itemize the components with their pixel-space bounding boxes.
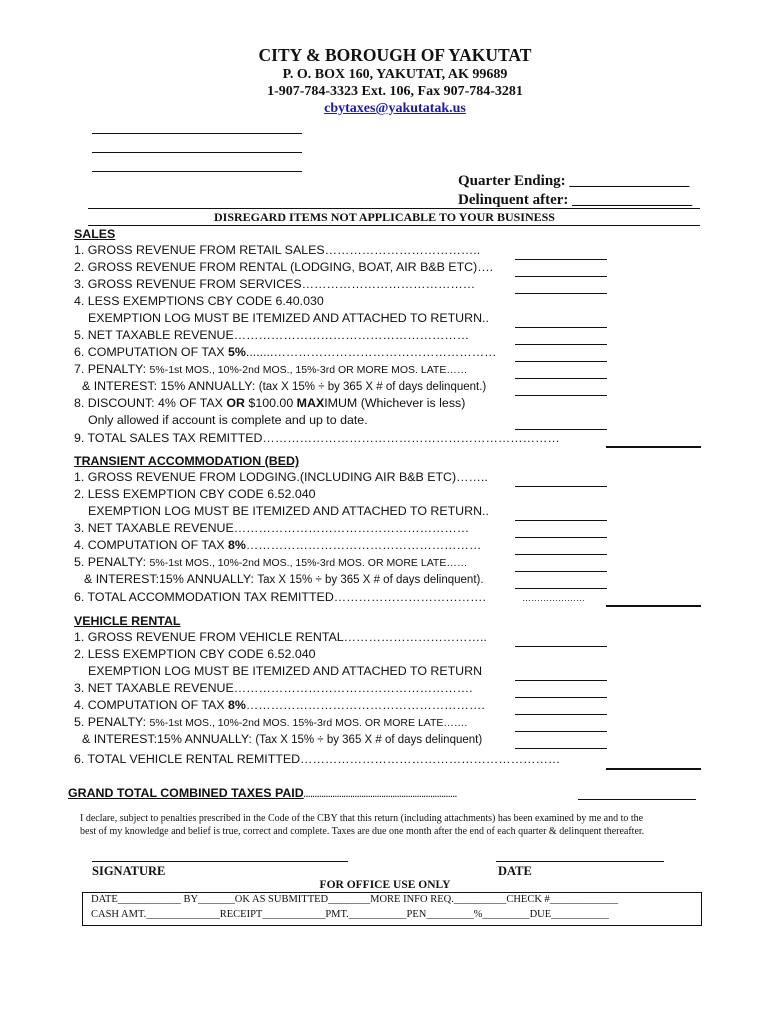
vehicle-net-taxable-field[interactable]	[515, 697, 607, 698]
sales-line-8-note: Only allowed if account is complete and up to date.	[88, 413, 368, 427]
sales-discount-field[interactable]	[515, 429, 607, 430]
sales-exemptions-field[interactable]	[515, 327, 607, 328]
email-link[interactable]: cbytaxes@yakutatak.us	[324, 101, 466, 116]
transient-penalty-field[interactable]	[515, 571, 607, 572]
vehicle-line-6: 6. TOTAL VEHICLE RENTAL REMITTED………………………………………………………	[74, 752, 561, 766]
transient-line-4: 4. COMPUTATION OF TAX 8%…………………………………………………	[74, 538, 482, 552]
sales-services-field[interactable]	[515, 293, 607, 294]
org-address: P. O. BOX 160, YAKUTAT, AK 99689	[282, 67, 508, 82]
sales-heading: SALES	[74, 227, 116, 241]
transient-line-3: 3. NET TAXABLE REVENUE…………………………………………………	[74, 521, 470, 535]
divider	[88, 225, 700, 226]
vehicle-line-2-note: EXEMPTION LOG MUST BE ITEMIZED AND ATTACHED TO RETURN	[88, 664, 483, 678]
vehicle-line-5: 5. PENALTY: 5%-1st MOS., 10%-2nd MOS. 15%-3rd MOS. OR MORE LATE…….	[74, 715, 468, 729]
sales-line-8: 8. DISCOUNT: 4% OF TAX OR $100.00 MAXIMUM (Whichever is less)	[74, 396, 466, 410]
sales-line-4-note: EXEMPTION LOG MUST BE ITEMIZED AND ATTACHED TO RETURN..	[88, 311, 489, 325]
transient-line-5: 5. PENALTY: 5%-1st MOS., 10%-2nd MOS., 15%-3rd MOS. OR MORE LATE……	[74, 555, 468, 569]
sales-line-5: 5. NET TAXABLE REVENUE…………………………………………………	[74, 328, 470, 342]
vehicle-penalty-field[interactable]	[515, 731, 607, 732]
sales-line-7: 7. PENALTY: 5%-1st MOS., 10%-2nd MOS., 15%-3rd OR MORE MOS. LATE……	[74, 362, 468, 376]
sales-line-4: 4. LESS EXEMPTIONS CBY CODE 6.40.030	[74, 294, 324, 308]
vehicle-gross-field[interactable]	[515, 646, 607, 647]
vehicle-line-4: 4. COMPUTATION OF TAX 8%………………………………………………….	[74, 698, 485, 712]
taxpayer-name-field[interactable]	[92, 133, 302, 134]
org-title: CITY & BOROUGH OF YAKUTAT	[258, 45, 532, 65]
transient-interest-field[interactable]	[515, 588, 607, 589]
transient-line-1: 1. GROSS REVENUE FROM LODGING.(INCLUDING AIR B&B ETC)……..	[74, 470, 488, 484]
transient-line-2: 2. LESS EXEMPTION CBY CODE 6.52.040	[74, 487, 316, 501]
vehicle-total-field[interactable]	[606, 768, 701, 770]
declaration-line-1: I declare, subject to penalties prescribed in the Code of the CBY that this return (including attachments) has been examined by me and to the	[80, 813, 644, 824]
org-phone: 1-907-784-3323 Ext. 106, Fax 907-784-3281	[267, 84, 523, 99]
sales-rental-field[interactable]	[515, 276, 607, 277]
declaration-line-2: best of my knowledge and belief is true, correct and complete. Taxes are due one month after the end of each quarter & delinquent thereafter.	[80, 826, 645, 837]
transient-line-6: 6. TOTAL ACCOMMODATION TAX REMITTED……………………………….	[74, 590, 486, 604]
sales-line-1: 1. GROSS REVENUE FROM RETAIL SALES………………………………..	[74, 243, 481, 257]
transient-heading: TRANSIENT ACCOMMODATION (BED)	[74, 454, 300, 468]
email-wrap	[0, 101, 770, 117]
transient-net-taxable-field[interactable]	[515, 537, 607, 538]
taxpayer-city-field[interactable]	[92, 171, 302, 172]
sales-line-7-interest: & INTEREST: 15% ANNUALLY: (tax X 15% ÷ by 365 X # of days delinquent.)	[82, 379, 487, 393]
transient-total-dots: …………………	[522, 593, 585, 603]
sales-tax-computation-field[interactable]	[515, 361, 607, 362]
transient-total-field[interactable]	[606, 605, 701, 607]
taxpayer-address-field[interactable]	[92, 152, 302, 153]
sales-line-9: 9. TOTAL SALES TAX REMITTED………………………………………………………………	[74, 431, 560, 445]
office-use-title: FOR OFFICE USE ONLY	[319, 879, 451, 891]
vehicle-exemption-field[interactable]	[515, 680, 607, 681]
transient-line-5-interest: & INTEREST:15% ANNUALLY: Tax X 15% ÷ by 365 X # of days delinquent).	[84, 572, 484, 586]
transient-line-2-note: EXEMPTION LOG MUST BE ITEMIZED AND ATTACHED TO RETURN..	[88, 504, 489, 518]
delinquent-after-field[interactable]: Delinquent after: ________________	[458, 192, 693, 208]
vehicle-heading: VEHICLE RENTAL	[74, 614, 181, 628]
office-use-row-1: DATE____________ BY_______OK AS SUBMITTED________MORE INFO REQ.__________CHECK #_____________	[91, 894, 619, 905]
sales-net-taxable-field[interactable]	[515, 344, 607, 345]
vehicle-line-2: 2. LESS EXEMPTION CBY CODE 6.52.040	[74, 647, 316, 661]
transient-tax-computation-field[interactable]	[515, 554, 607, 555]
vehicle-line-1: 1. GROSS REVENUE FROM VEHICLE RENTAL……………………………..	[74, 630, 487, 644]
signature-label: SIGNATURE	[92, 864, 166, 878]
sales-line-3: 3. GROSS REVENUE FROM SERVICES……………………………………	[74, 277, 476, 291]
vehicle-line-5-interest: & INTEREST:15% ANNUALLY: (Tax X 15% ÷ by 365 X # of days delinquent)	[82, 732, 483, 746]
sales-penalty-field[interactable]	[515, 378, 607, 379]
sales-line-2: 2. GROSS REVENUE FROM RENTAL (LODGING, BOAT, AIR B&B ETC)….	[74, 260, 494, 274]
transient-gross-field[interactable]	[515, 486, 607, 487]
office-use-row-2: CASH AMT.______________RECEIPT____________PMT.___________PEN_________%_________DUE___________	[91, 909, 609, 920]
date-label: DATE	[498, 864, 532, 878]
transient-exemption-field[interactable]	[515, 520, 607, 521]
sales-total-field[interactable]	[606, 446, 701, 448]
vehicle-tax-computation-field[interactable]	[515, 714, 607, 715]
divider	[88, 208, 700, 209]
vehicle-interest-field[interactable]	[515, 748, 607, 749]
notice-text: DISREGARD ITEMS NOT APPLICABLE TO YOUR BUSINESS	[214, 210, 555, 224]
office-use-box	[82, 892, 702, 926]
date-field[interactable]	[496, 861, 664, 862]
signature-field[interactable]	[92, 861, 348, 862]
quarter-ending-field[interactable]: Quarter Ending: ________________	[458, 173, 690, 189]
sales-interest-field[interactable]	[515, 395, 607, 396]
vehicle-line-3: 3. NET TAXABLE REVENUE………………………………………………….	[74, 681, 473, 695]
sales-line-6: 6. COMPUTATION OF TAX 5%........………………………………………………	[74, 345, 497, 359]
grand-total-label: GRAND TOTAL COMBINED TAXES PAID.....................................................................	[68, 786, 458, 800]
grand-total-field[interactable]	[578, 799, 696, 800]
sales-retail-field[interactable]	[515, 259, 607, 260]
